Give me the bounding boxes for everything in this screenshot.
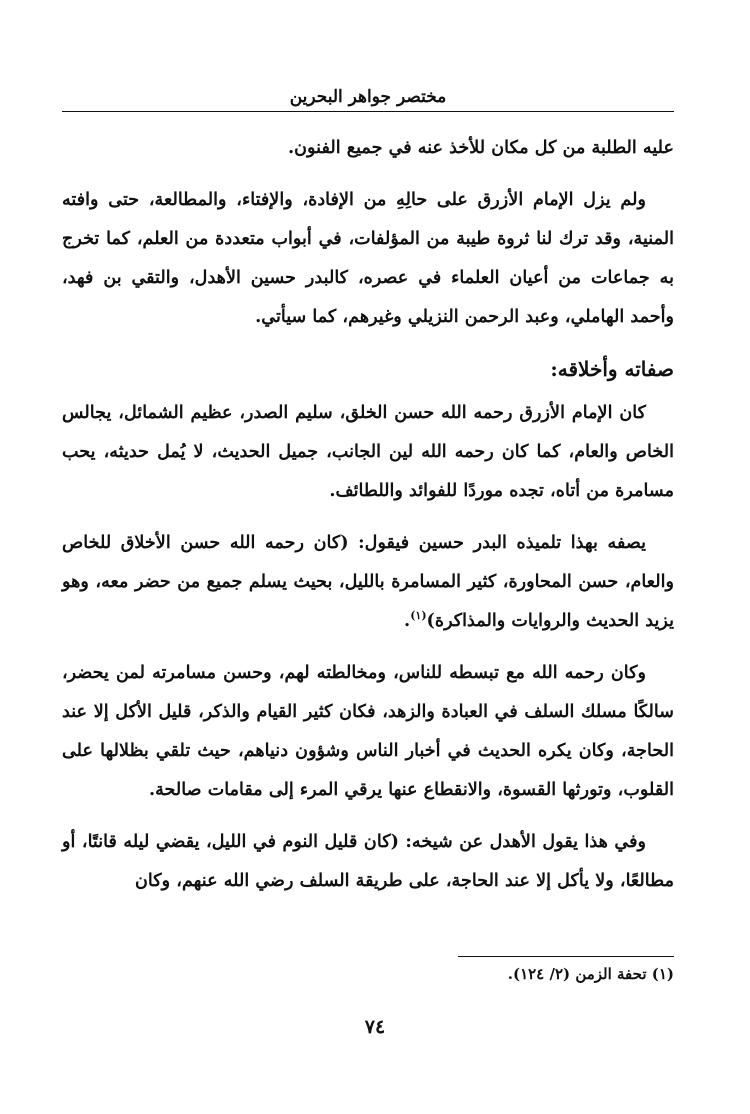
paragraph-quote-ahdal: وفي هذا يقول الأهدل عن شيخه: (كان قليل النوم في الليل، يقضي ليله قانتًا، أو مطالعًا، ولا يأكل إلا عند الحاجة، على طريقة السلف رضي الله عنهم، وكان — [62, 831, 674, 891]
footnote-rule — [458, 956, 674, 957]
paragraph-character: كان الإمام الأزرق رحمه الله حسن الخلق، سليم الصدر، عظيم الشمائل، يجالس الخاص والعام، كما كان رحمه الله لين الجانب، جميل الحديث، لا يُمل حديثه، يحب مسامرة من أتاه، تجده موردًا للفوائد واللطائف. — [62, 402, 674, 501]
quote-text: يصفه بهذا تلميذه البدر حسين فيقول: (كان رحمه الله حسن الأخلاق للخاص والعام، حسن المحاورة، كثير المسامرة بالليل، بحيث يسلم جميع من حضر معه، وهو يزيد الحديث والروايات والمذاكرة) — [62, 532, 674, 631]
running-header: مختصر جواهر البحرين — [289, 87, 447, 107]
section-heading: صفاته وأخلاقه: — [550, 357, 674, 381]
footnote-reference[interactable]: (١) — [410, 609, 427, 623]
footnote: (١) تحفة الزمن (٢/ ١٢٤). — [507, 965, 674, 983]
paragraph-legacy: ولم يزل الإمام الأزرق على حالِهِ من الإفادة، والإفتاء، والمطالعة، حتى وافته المنية، وقد ترك لنا ثروة طيبة من المؤلفات، في أبواب متعددة من العلم، كما تخرج به جماعات من أعيان العلماء في عصره، كالبدر حسين الأهدل، والتقي بن فهد، وأحمد الهاملي، وعبد الرحمن النزيلي وغيرهم، كما سيأتي. — [62, 189, 674, 327]
quote-end: . — [404, 610, 411, 631]
paragraph-quote-badr — [62, 523, 674, 640]
header-rule — [62, 111, 674, 112]
paragraph-asceticism: وكان رحمه الله مع تبسطه للناس، ومخالطته لهم، وحسن مسامرته لمن يحضر، سالكًا مسلك السلف في العبادة والزهد، فكان كثير القيام والذكر، قليل الأكل إلا عند الحاجة، وكان يكره الحديث في أخبار الناس وشؤون دنياهم، حيث تلقي بظلالها على القلوب، وتورثها القسوة، والانقطاع عنها يرقي المرء إلى مقامات صالحة. — [62, 662, 674, 800]
page-number: ٧٤ — [364, 1016, 386, 1038]
page-body — [62, 128, 674, 900]
paragraph-continuation: عليه الطلبة من كل مكان للأخذ عنه في جميع الفنون. — [288, 137, 674, 158]
